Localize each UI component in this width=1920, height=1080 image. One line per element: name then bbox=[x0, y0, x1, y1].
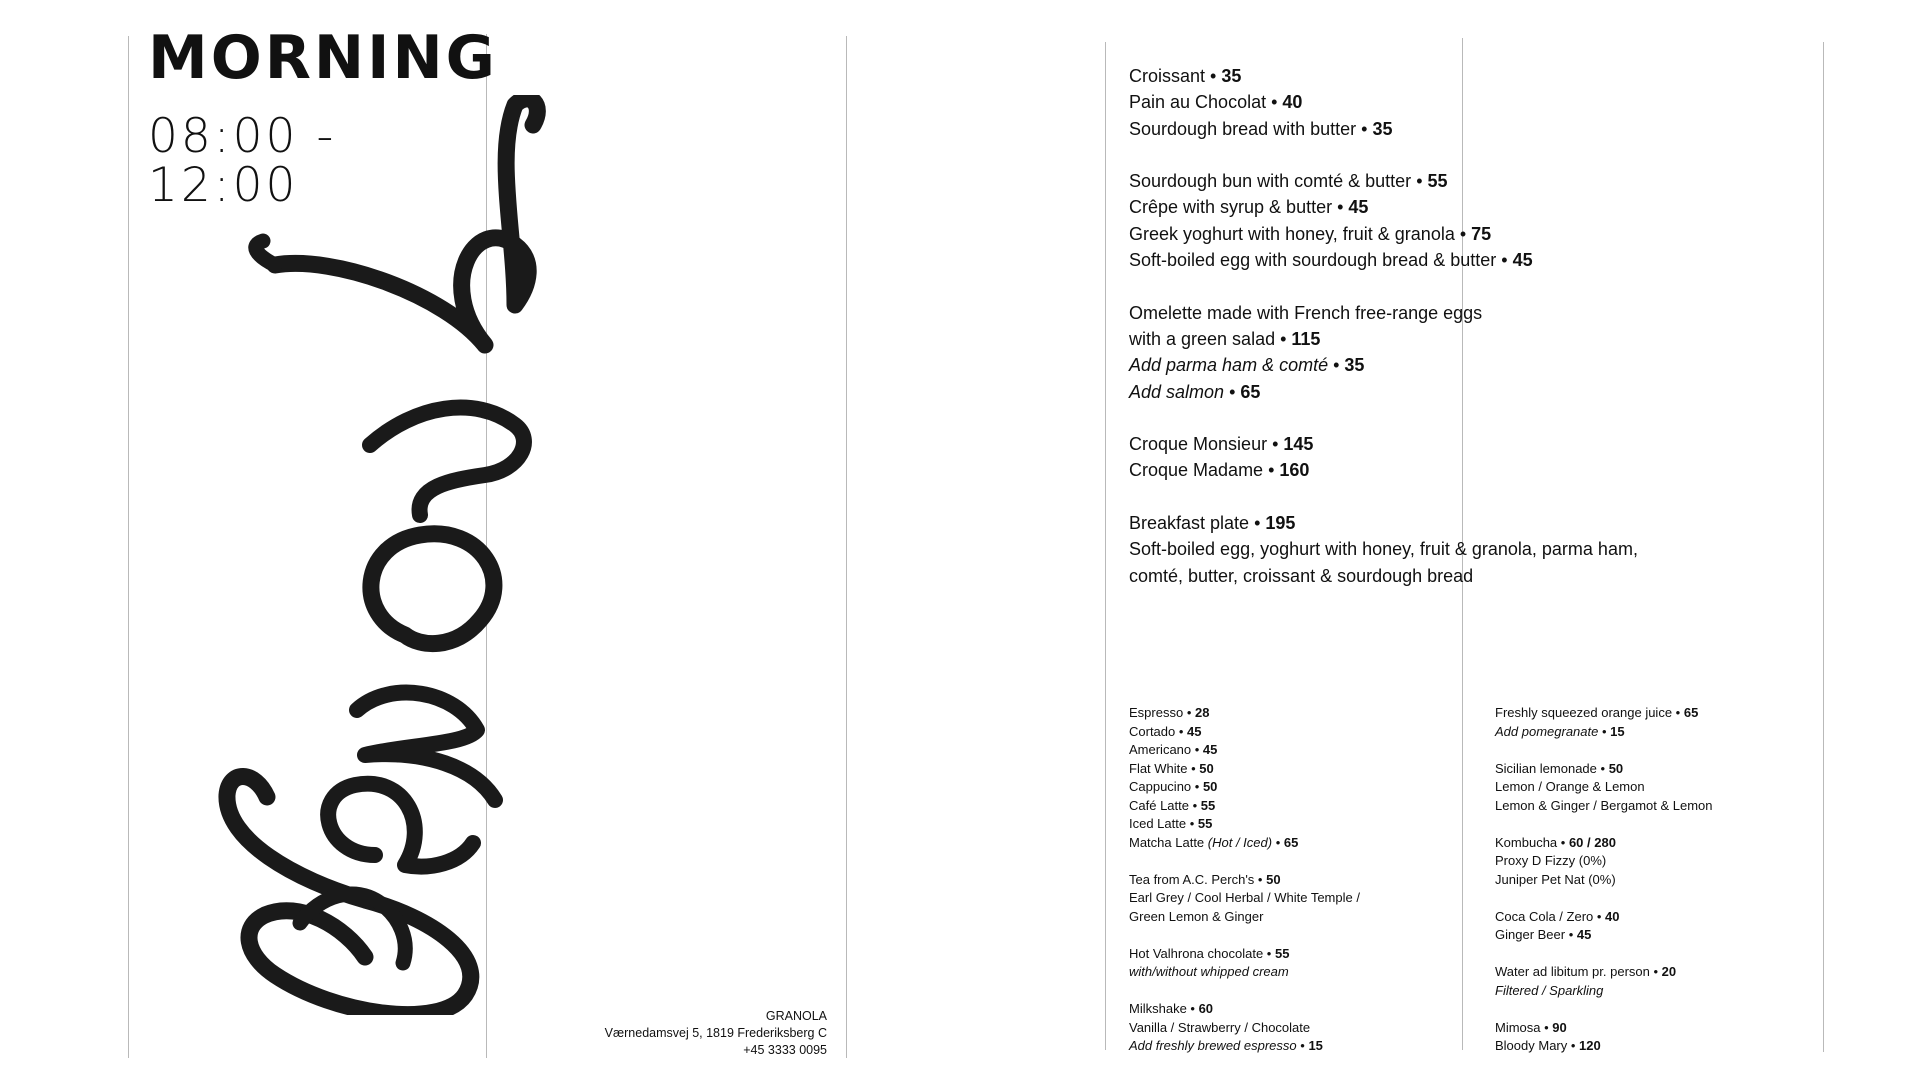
menu-item-name: Americano bbox=[1129, 742, 1192, 757]
menu-item-name: Freshly squeezed orange juice bbox=[1495, 705, 1673, 720]
menu-item-name: Add freshly brewed espresso bbox=[1129, 1038, 1297, 1053]
menu-spacer bbox=[1495, 741, 1713, 760]
food-item: Crêpe with syrup & butter • 45 bbox=[1129, 197, 1369, 218]
menu-item-price: 45 bbox=[1187, 723, 1202, 739]
drink-item: Milkshake • 60 bbox=[1129, 1001, 1214, 1016]
restaurant-contact bbox=[605, 1008, 827, 1059]
menu-spacer bbox=[1129, 142, 1638, 168]
menu-item-price: 50 bbox=[1266, 871, 1281, 887]
menu-item-name: Croissant bbox=[1129, 66, 1206, 86]
menu-spacer bbox=[1129, 405, 1638, 431]
drink-item bbox=[1129, 889, 1360, 908]
menu-item-name: Kombucha bbox=[1495, 834, 1558, 850]
drink-item: Flat White • 50 bbox=[1129, 760, 1214, 776]
menu-item-note: (Hot / Iced) bbox=[1207, 834, 1273, 850]
drink-item: Add pomegranate • 15 bbox=[1495, 723, 1625, 739]
menu-item-name: Sicilian lemonade bbox=[1495, 760, 1597, 776]
menu-item-name: Iced Latte bbox=[1129, 816, 1187, 831]
drink-item: Coca Cola / Zero • 40 bbox=[1495, 908, 1620, 924]
drink-item bbox=[1495, 778, 1713, 797]
page-border-middle bbox=[846, 36, 847, 1058]
food-item: Croissant • 35 bbox=[1129, 66, 1242, 86]
restaurant-address: Værnedamsvej 5, 1819 Frederiksberg C bbox=[604, 1026, 827, 1040]
menu-item-price: 120 bbox=[1579, 1038, 1601, 1053]
drink-item: Cortado • 45 bbox=[1129, 723, 1202, 739]
menu-item-name: Cappucino bbox=[1129, 779, 1192, 794]
menu-item-name: Green Lemon & Ginger bbox=[1129, 908, 1264, 924]
menu-item-name: Sourdough bread with butter bbox=[1129, 118, 1357, 139]
drink-item: Matcha Latte (Hot / Iced) • 65 bbox=[1129, 834, 1299, 850]
drink-item: Mimosa • 90 bbox=[1495, 1019, 1567, 1035]
menu-item-name: Breakfast plate bbox=[1129, 513, 1250, 534]
drink-item: Tea from A.C. Perch's • 50 bbox=[1129, 871, 1281, 887]
drink-item: Ginger Beer • 45 bbox=[1495, 927, 1592, 942]
drink-item bbox=[1129, 1019, 1360, 1038]
page-border-right-page bbox=[1105, 42, 1106, 1050]
drink-item bbox=[1495, 852, 1713, 871]
food-item bbox=[1129, 563, 1638, 589]
menu-item-price: 35 bbox=[1372, 118, 1393, 139]
menu-item-name: Lemon / Orange & Lemon bbox=[1495, 779, 1645, 794]
drink-item: Americano • 45 bbox=[1129, 742, 1218, 757]
hours-end: 12:00 bbox=[148, 158, 299, 213]
drink-item bbox=[1495, 982, 1713, 1001]
menu-item-price: 55 bbox=[1200, 797, 1216, 813]
drink-item: Bloody Mary • 120 bbox=[1495, 1038, 1601, 1053]
menu-item-name: Café Latte bbox=[1129, 797, 1189, 813]
menu-item-price: 195 bbox=[1265, 513, 1296, 534]
menu-item-price: 35 bbox=[1221, 66, 1242, 86]
food-item: Croque Monsieur • 145 bbox=[1129, 434, 1314, 455]
drink-item: Cappucino • 50 bbox=[1129, 779, 1218, 794]
menu-item-name: Milkshake bbox=[1129, 1001, 1187, 1016]
food-item: Add salmon • 65 bbox=[1129, 381, 1261, 402]
restaurant-name: GRANOLA bbox=[765, 1009, 827, 1023]
menu-item-price: 40 bbox=[1282, 92, 1303, 113]
menu-item-name: Vanilla / Strawberry / Chocolate bbox=[1129, 1019, 1311, 1035]
menu-item-name: Mimosa bbox=[1495, 1019, 1541, 1035]
menu-item-name: Coca Cola / Zero bbox=[1495, 908, 1594, 924]
food-menu bbox=[1129, 63, 1638, 589]
menu-item-name: Croque Monsieur bbox=[1129, 434, 1268, 455]
menu-item-name: Water ad libitum pr. person bbox=[1495, 964, 1650, 979]
food-item: Greek yoghurt with honey, fruit & granola • 75 bbox=[1129, 223, 1492, 244]
menu-item-price: 20 bbox=[1661, 964, 1677, 979]
drink-item: Iced Latte • 55 bbox=[1129, 816, 1213, 831]
drink-item: Freshly squeezed orange juice • 65 bbox=[1495, 705, 1699, 720]
food-item bbox=[1129, 300, 1638, 326]
menu-item-price: 45 bbox=[1202, 742, 1218, 757]
menu-item-price: 45 bbox=[1576, 927, 1592, 942]
menu-item-name: Tea from A.C. Perch's bbox=[1129, 871, 1255, 887]
menu-spacer bbox=[1129, 926, 1360, 945]
menu-item-name: Earl Grey / Cool Herbal / White Temple / bbox=[1129, 890, 1360, 905]
menu-item-price: 55 bbox=[1427, 171, 1448, 192]
food-item: Breakfast plate • 195 bbox=[1129, 513, 1296, 534]
menu-item-name: Croque Madame bbox=[1129, 460, 1264, 481]
menu-item-name: Filtered / Sparkling bbox=[1495, 982, 1604, 998]
menu-item-price: 50 bbox=[1608, 760, 1624, 776]
restaurant-phone: +45 3333 0095 bbox=[743, 1043, 827, 1057]
menu-item-name: Add pomegranate bbox=[1495, 723, 1599, 739]
menu-item-name: Crêpe with syrup & butter bbox=[1129, 197, 1333, 218]
menu-item-price: 28 bbox=[1194, 705, 1210, 720]
menu-item-price: 55 bbox=[1274, 945, 1290, 961]
menu-item-name: Lemon & Ginger / Bergamot & Lemon bbox=[1495, 797, 1713, 813]
menu-spacer bbox=[1495, 945, 1713, 964]
food-item: Croque Madame • 160 bbox=[1129, 460, 1310, 481]
menu-item-price: 50 bbox=[1202, 779, 1218, 794]
menu-item-price: 35 bbox=[1344, 355, 1365, 376]
menu-title: MORNING bbox=[148, 23, 498, 93]
menu-item-price: 50 bbox=[1199, 760, 1214, 776]
menu-spacer bbox=[1495, 815, 1713, 834]
food-item: Sourdough bun with comté & butter • 55 bbox=[1129, 171, 1448, 192]
granola-script-logo bbox=[215, 95, 615, 1015]
menu-item-name: Cortado bbox=[1129, 723, 1176, 739]
drink-item bbox=[1495, 871, 1713, 890]
menu-item-price: 15 bbox=[1308, 1038, 1323, 1053]
menu-item-name: Ginger Beer bbox=[1495, 927, 1566, 942]
page-border-left bbox=[128, 36, 129, 1058]
menu-item-name: Hot Valhrona chocolate bbox=[1129, 945, 1264, 961]
drinks-menu-right bbox=[1495, 704, 1713, 1056]
menu-item-name: Flat White bbox=[1129, 760, 1188, 776]
drink-item: Add freshly brewed espresso • 15 bbox=[1129, 1038, 1323, 1053]
menu-item-price: 65 bbox=[1283, 834, 1299, 850]
drink-item: Café Latte • 55 bbox=[1129, 797, 1216, 813]
menu-item-name: Matcha Latte bbox=[1129, 834, 1205, 850]
menu-spacer bbox=[1495, 889, 1713, 908]
drink-item: Sicilian lemonade • 50 bbox=[1495, 760, 1624, 776]
menu-item-price: 45 bbox=[1512, 250, 1533, 271]
menu-item-price: 40 bbox=[1605, 908, 1620, 924]
drink-item: Kombucha • 60 / 280 bbox=[1495, 834, 1616, 850]
menu-item-price: 45 bbox=[1348, 197, 1369, 218]
drink-item: Hot Valhrona chocolate • 55 bbox=[1129, 945, 1290, 961]
hours-start: 08:00 - bbox=[148, 109, 337, 164]
menu-spacer bbox=[1495, 1000, 1713, 1019]
drink-item: Espresso • 28 bbox=[1129, 705, 1210, 720]
menu-item-price: 75 bbox=[1471, 223, 1492, 244]
drink-item bbox=[1129, 908, 1360, 927]
menu-spacer bbox=[1129, 982, 1360, 1001]
menu-item-name: Soft-boiled egg with sourdough bread & butter bbox=[1129, 250, 1497, 271]
menu-item-name: Espresso bbox=[1129, 705, 1184, 720]
menu-item-name: Sourdough bun with comté & butter bbox=[1129, 171, 1412, 192]
food-item: Sourdough bread with butter • 35 bbox=[1129, 118, 1393, 139]
menu-item-name: with/without whipped cream bbox=[1129, 964, 1289, 979]
menu-item-name: Greek yoghurt with honey, fruit & granola bbox=[1129, 223, 1455, 244]
menu-item-name: Add parma ham & comté bbox=[1129, 355, 1329, 376]
food-item: with a green salad • 115 bbox=[1129, 328, 1321, 349]
menu-item-price: 145 bbox=[1283, 434, 1314, 455]
drink-item bbox=[1495, 797, 1713, 816]
menu-item-price: 55 bbox=[1197, 816, 1213, 831]
menu-item-name: Add salmon bbox=[1129, 381, 1225, 402]
menu-item-price: 115 bbox=[1291, 328, 1321, 349]
drink-item bbox=[1129, 963, 1360, 982]
menu-item-price: 90 bbox=[1552, 1019, 1567, 1035]
menu-item-price: 160 bbox=[1279, 460, 1310, 481]
menu-spacer bbox=[1129, 852, 1360, 871]
menu-item-name: Pain au Chocolat bbox=[1129, 92, 1267, 113]
menu-item-name: Omelette made with French free-range eggs bbox=[1129, 302, 1483, 323]
food-item: Soft-boiled egg with sourdough bread & butter • 45 bbox=[1129, 250, 1533, 271]
food-item: Pain au Chocolat • 40 bbox=[1129, 92, 1303, 113]
food-item: Add parma ham & comté • 35 bbox=[1129, 355, 1365, 376]
menu-item-name: Juniper Pet Nat (0%) bbox=[1495, 871, 1616, 887]
menu-item-price: 60 / 280 bbox=[1568, 834, 1616, 850]
page-border-right bbox=[1823, 42, 1824, 1052]
menu-item-name: Bloody Mary bbox=[1495, 1038, 1568, 1053]
drinks-menu-left bbox=[1129, 704, 1360, 1056]
menu-spacer bbox=[1129, 273, 1638, 299]
menu-spacer bbox=[1129, 484, 1638, 510]
menu-item-name: comté, butter, croissant & sourdough bread bbox=[1129, 565, 1474, 586]
menu-item-price: 65 bbox=[1683, 705, 1699, 720]
menu-item-price: 60 bbox=[1198, 1001, 1214, 1016]
food-item bbox=[1129, 536, 1638, 562]
menu-item-name: with a green salad bbox=[1129, 328, 1276, 349]
menu-item-price: 65 bbox=[1240, 381, 1261, 402]
drink-item: Water ad libitum pr. person • 20 bbox=[1495, 964, 1677, 979]
menu-item-price: 15 bbox=[1610, 723, 1625, 739]
menu-item-name: Soft-boiled egg, yoghurt with honey, fruit & granola, parma ham, bbox=[1129, 539, 1638, 560]
menu-item-name: Proxy D Fizzy (0%) bbox=[1495, 853, 1607, 868]
